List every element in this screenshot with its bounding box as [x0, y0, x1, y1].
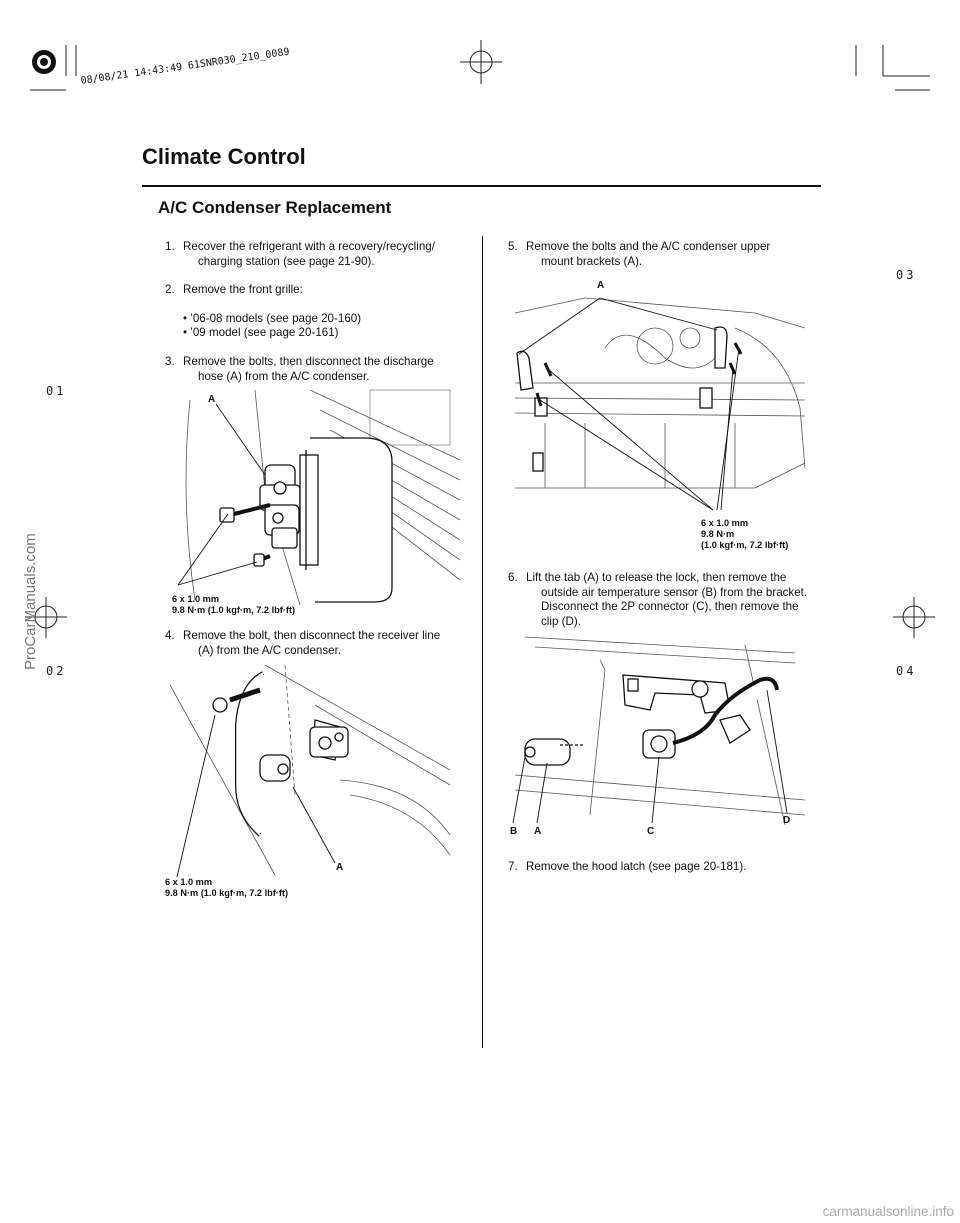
page-mark: 01: [46, 384, 67, 398]
step-4: 4. Remove the bolt, then disconnect the receiver line (A) from the A/C condenser.: [165, 629, 441, 657]
callout-letter-c: C: [647, 826, 655, 837]
torque-callout: [172, 594, 295, 616]
callout-letter-a: A: [336, 862, 344, 873]
callout-letter-a: A: [534, 826, 542, 837]
side-watermark: ProCarManuals.com: [22, 533, 39, 670]
callout-letter-a: A: [208, 394, 216, 405]
footer-watermark: carmanualsonline.info: [822, 1204, 954, 1219]
callout-letter-d: D: [783, 815, 791, 826]
step-2: 2. Remove the front grille:: [165, 283, 303, 296]
print-stamp: 08/08/21 14:43:49 61SNR030_210_0089: [80, 46, 291, 87]
torque-label: 9.8 N·m (1.0 kgf·m, 7.2 lbf·ft): [172, 605, 296, 615]
step-1: 1. Recover the refrigerant with a recovery/recycling/ charging station (see page 21-90).: [165, 240, 435, 268]
receiver-line-illustration: [165, 665, 465, 885]
callout-letter-b: B: [510, 826, 518, 837]
page-title: Climate Control: [142, 144, 306, 169]
bolt-size-label: 6 x 1.0 mm: [172, 594, 219, 604]
torque-label-imperial: (1.0 kgf·m, 7.2 lbf·ft): [701, 540, 789, 550]
torque-callout: [165, 877, 288, 899]
page-mark: 02: [46, 664, 67, 678]
page-mark: 03: [896, 268, 917, 282]
condenser-bracket-illustration: [505, 288, 815, 498]
procedure-title: A/C Condenser Replacement: [158, 198, 392, 217]
page-mark: 04: [896, 664, 917, 678]
callout-letter-a: A: [597, 280, 605, 291]
torque-label: 9.8 N·m: [701, 529, 735, 539]
bolt-size-label: 6 x 1.0 mm: [165, 877, 212, 887]
step-6: 6. Lift the tab (A) to release the lock, then remove the outside air temperature sensor (B) from the bracket. Disconnect the 2P connector (C), then remove the clip (D).: [508, 571, 808, 628]
step-7: 7. Remove the hood latch (see page 20-181).: [508, 860, 747, 873]
bolt-size-label: 6 x 1.0 mm: [701, 518, 748, 528]
bullet-item: • ’06-08 models (see page 20-160): [183, 312, 362, 325]
step-5: 5. Remove the bolts and the A/C condenser upper mount brackets (A).: [508, 240, 771, 268]
torque-label: 9.8 N·m (1.0 kgf·m, 7.2 lbf·ft): [165, 888, 289, 898]
step-3: 3. Remove the bolts, then disconnect the discharge hose (A) from the A/C condenser.: [165, 355, 434, 383]
title-rule: [142, 185, 821, 187]
discharge-hose-illustration: [170, 390, 470, 610]
bullet-item: • ’09 model (see page 20-161): [183, 326, 339, 339]
air-temperature-sensor-illustration: [505, 635, 815, 835]
column-divider: [482, 236, 483, 1048]
torque-callout: [701, 518, 788, 551]
